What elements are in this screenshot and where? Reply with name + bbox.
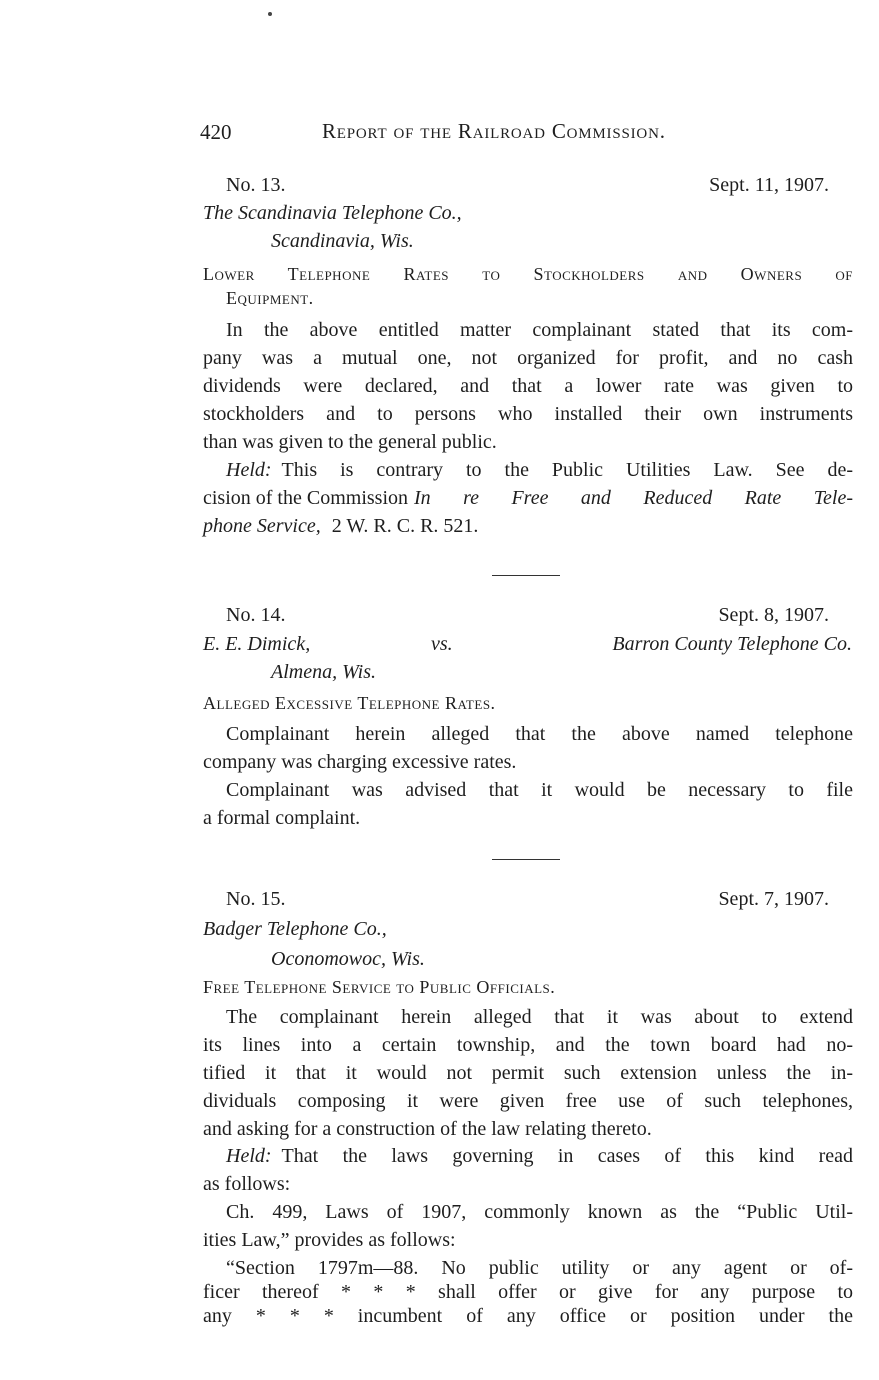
held-line <box>226 1142 853 1170</box>
law-line: “Section 1797m—88. No public utility or any agent or of- <box>226 1257 853 1279</box>
case-citation: phone Service, <box>203 515 321 537</box>
held-line <box>203 484 853 512</box>
scan-speck <box>268 12 272 16</box>
held-text: That the laws governing in cases of this kind read <box>281 1145 853 1167</box>
subject-heading-cont: Equipment. <box>226 288 314 308</box>
held-line <box>203 512 853 540</box>
body-line: The complainant herein alleged that it was about to extend <box>226 1006 853 1028</box>
entry-number: No. 14. <box>226 604 286 626</box>
body-line: Complainant was advised that it would be necessary to file <box>226 779 853 801</box>
body-line: In the above entitled matter complainant stated that its com- <box>226 319 853 341</box>
page-number: 420 <box>200 120 232 144</box>
complainant-name: E. E. Dimick, <box>203 633 311 655</box>
running-title: Report of the Railroad Commission. <box>322 119 666 143</box>
entry-date: Sept. 7, 1907. <box>718 888 829 910</box>
held-line <box>226 456 853 484</box>
versus-label: vs. <box>431 633 453 655</box>
subject-heading: Alleged Excessive Telephone Rates. <box>203 693 496 713</box>
section-divider <box>492 575 560 576</box>
body-line: its lines into a certain township, and the town board had no- <box>203 1034 853 1056</box>
complainant-location: Almena, Wis. <box>271 661 376 683</box>
held-label: Held: <box>226 459 272 481</box>
case-citation: In re Free and Reduced Rate Tele- <box>414 487 853 509</box>
body-line: dividends were declared, and that a lower rate was given to <box>203 375 853 397</box>
section-divider <box>492 859 560 860</box>
complainant-location: Oconomowoc, Wis. <box>271 948 425 970</box>
body-line: than was given to the general public. <box>203 431 497 453</box>
body-line: a formal complaint. <box>203 807 361 829</box>
body-line: tified it that it would not permit such extension unless the in- <box>203 1062 853 1084</box>
held-text: cision of the Commission <box>203 487 408 509</box>
entry-number: No. 13. <box>226 174 286 196</box>
law-line: ities Law,” provides as follows: <box>203 1229 456 1251</box>
law-line: any * * * incumbent of any office or position under the <box>203 1305 853 1327</box>
respondent-name: Barron County Telephone Co. <box>612 633 852 655</box>
body-line: dividuals composing it were given free use of such telephones, <box>203 1090 853 1112</box>
held-line: as follows: <box>203 1173 291 1195</box>
complainant-name: Badger Telephone Co., <box>203 918 387 940</box>
body-line: and asking for a construction of the law relating thereto. <box>203 1118 652 1140</box>
held-text: This is contrary to the Public Utilities Law. See de- <box>281 459 853 481</box>
held-label: Held: <box>226 1145 272 1167</box>
law-line: Ch. 499, Laws of 1907, commonly known as the “Public Util- <box>226 1201 853 1223</box>
entry-number: No. 15. <box>226 888 286 910</box>
body-line: Complainant herein alleged that the above named telephone <box>226 723 853 745</box>
subject-heading: Lower Telephone Rates to Stockholders and Owners of <box>203 264 853 284</box>
entry-date: Sept. 8, 1907. <box>718 604 829 626</box>
entry-date: Sept. 11, 1907. <box>709 174 829 196</box>
subject-heading: Free Telephone Service to Public Officials. <box>203 977 556 997</box>
body-line: company was charging excessive rates. <box>203 751 517 773</box>
report-citation: 2 W. R. C. R. 521. <box>331 515 479 537</box>
body-line: pany was a mutual one, not organized for profit, and no cash <box>203 347 853 369</box>
body-line: stockholders and to persons who installed their own instruments <box>203 403 853 425</box>
law-line: ficer thereof * * * shall offer or give for any purpose to <box>203 1281 853 1303</box>
complainant-location: Scandinavia, Wis. <box>271 230 414 252</box>
complainant-name: The Scandinavia Telephone Co., <box>203 202 462 224</box>
